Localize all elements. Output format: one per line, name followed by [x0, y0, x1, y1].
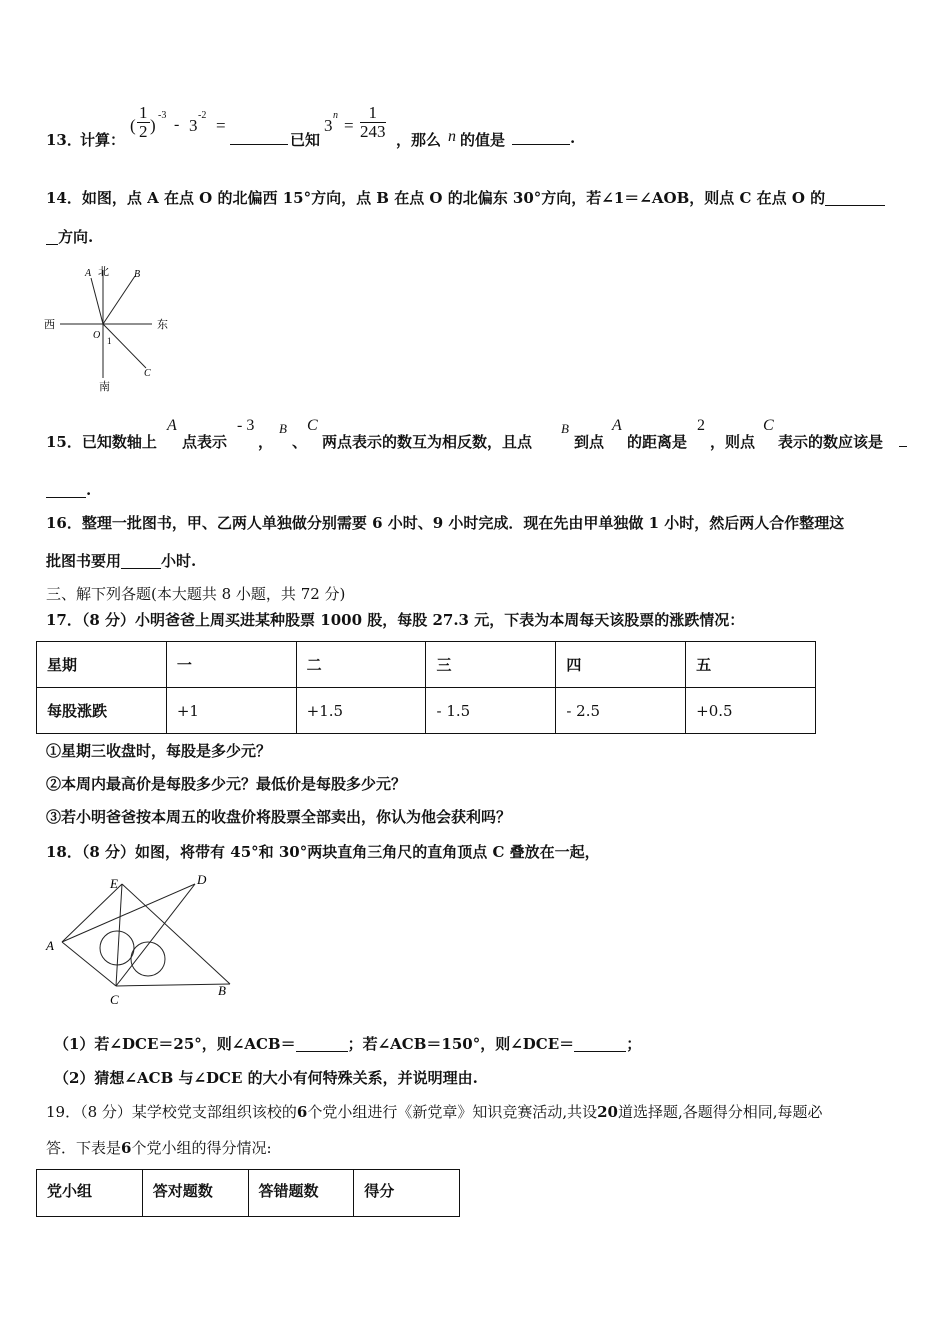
q14-line1 [46, 187, 885, 208]
q17-table-header-row [37, 642, 816, 688]
q13-tail: ，那么 [396, 131, 442, 149]
q19-header-cell: 党小组 [37, 1170, 143, 1217]
q13-base-fraction: $\frac{1}{2}$ [139, 103, 148, 141]
circle-left [100, 931, 134, 965]
label-O: O [93, 330, 101, 341]
q17-header-cell: 三 [426, 642, 556, 688]
label-south: 南 [99, 381, 110, 393]
q17-table-row [37, 688, 816, 734]
label-C: C [110, 992, 119, 1007]
q16-line2b: 小时. [161, 552, 197, 570]
q19-table-header-row [37, 1170, 460, 1217]
q16-line2a: 批图书要用 [46, 552, 122, 570]
q17-value-cell: +1 [166, 688, 296, 734]
q18-part1: （1）若∠DCE＝25°，则∠ACB＝ ；若∠ACB＝150°，则∠DCE＝ ； [54, 1035, 642, 1053]
q16-line2 [46, 550, 196, 571]
q17-intro: 17．（8 分）小明爸爸上周买进某种股票 1000 股，每股 27.3 元，下表为本周每天该股票的涨跌情况： [46, 611, 745, 629]
ray-OC [103, 324, 146, 368]
q15-comma: ， [258, 433, 274, 451]
ray-OA [91, 278, 103, 324]
q15-C2: C [763, 417, 774, 434]
q17-header-cell: 二 [296, 642, 426, 688]
q15-B2: B [561, 421, 569, 436]
seg-AC [62, 942, 116, 986]
label-B: B [218, 983, 226, 998]
q17-header-cell: 五 [686, 642, 816, 688]
q13-pow-base: 3 [324, 116, 333, 135]
q13-equals-2: = [344, 116, 354, 135]
q17-sub3: ③若小明爸爸按本周五的收盘价将股票全部卖出，你认为他会获利吗？ [46, 808, 512, 826]
q17-header-cell: 四 [556, 642, 686, 688]
q13-end: . [570, 129, 576, 147]
q18-blank-1 [296, 1037, 348, 1052]
q14-blank [825, 191, 885, 206]
q14-line2-text: 方向. [58, 228, 94, 246]
q16-line1 [46, 512, 844, 533]
q17-value-cell: +0.5 [686, 688, 816, 734]
seg-EC [116, 884, 122, 986]
q13-var: n [448, 128, 456, 145]
q15-t2: 点表示 [182, 433, 228, 451]
q15-t7: ，则点 [710, 433, 756, 451]
q16-line1-text: 16．整理一批图书，甲、乙两人单独做分别需要 6 小时、9 小时完成．现在先由甲单独做 1 小时，然后两人合作整理这 [46, 514, 845, 532]
q13-exp2: -2 [198, 110, 207, 121]
q19-header-cell: 答对题数 [142, 1170, 248, 1217]
label-angle-1: 1 [107, 336, 112, 346]
q13-paren-open: ( [130, 116, 136, 135]
q18-figure [40, 866, 240, 1011]
q13-tail2: 的值是 [460, 131, 506, 149]
q14-figure [40, 262, 180, 397]
q15-line2 [46, 481, 91, 499]
ray-OB [103, 276, 135, 324]
label-E: E [110, 876, 118, 891]
q17-header-cell: 一 [166, 642, 296, 688]
q13-minus: - [174, 116, 180, 133]
q15-val: - 3 [237, 417, 255, 434]
q15-blank-b [46, 483, 86, 498]
circle-right [131, 942, 165, 976]
q17-value-cell: - 2.5 [556, 688, 686, 734]
q15-end: . [86, 481, 92, 499]
q14-blank-cont [46, 230, 58, 245]
q13-term2: 3 [189, 116, 198, 135]
q15-t6: 的距离是 [627, 433, 688, 451]
q15-B: B [279, 421, 287, 436]
q15-t3: 、 [292, 433, 308, 451]
q13-blank-2 [512, 130, 570, 145]
seg-EB [122, 884, 230, 984]
q15-dist: 2 [697, 417, 705, 434]
q13-fraction: $\frac{1}{243}$ [360, 103, 386, 141]
label-west: 西 [44, 319, 55, 331]
q17-sub1: ①星期三收盘时，每股是多少元？ [46, 742, 272, 760]
q15-t1: 15．已知数轴上 [46, 433, 157, 451]
q17-value-cell: - 1.5 [426, 688, 556, 734]
q13-paren-close: ) [150, 116, 156, 135]
q17-table [36, 641, 816, 734]
q15-t5: 到点 [574, 433, 605, 451]
q13-known: 已知 [290, 131, 321, 149]
q17-value-cell: +1.5 [296, 688, 426, 734]
q13-blank-1 [230, 130, 288, 145]
q14-text: 14．如图，点 A 在点 O 的北偏西 15°方向，点 B 在点 O 的北偏东 30°方向，若∠1＝∠AOB，则点 C 在点 O 的 [46, 189, 826, 207]
q16-blank [121, 554, 161, 569]
seg-AE [62, 884, 122, 942]
seg-CB [116, 984, 230, 986]
label-east: 东 [157, 319, 168, 331]
label-B: B [134, 269, 141, 280]
q15-line1 [46, 415, 916, 449]
q18-part2: （2）猜想∠ACB 与∠DCE 的大小有何特殊关系，并说明理由. [54, 1069, 478, 1087]
q13-exp1: -3 [158, 110, 167, 121]
q18-intro: 18．（8 分）如图，将带有 45°和 30°两块直角三角尺的直角顶点 C 叠放在一起， [46, 843, 600, 861]
label-D: D [197, 872, 207, 887]
q17-sub2: ②本周内最高价是每股多少元？最低价是每股多少元？ [46, 775, 407, 793]
label-north: 北 [98, 266, 109, 278]
q13-intro: 计算： [80, 131, 126, 149]
q18-blank-2 [574, 1037, 626, 1052]
q14-line2 [46, 226, 93, 247]
q13-number: 13． [46, 131, 82, 149]
q19-header-cell: 得分 [354, 1170, 460, 1217]
q15-C: C [307, 417, 318, 434]
q17-row-label: 每股涨跌 [37, 688, 167, 734]
q15-blank-a [899, 432, 907, 447]
label-A: A [85, 268, 92, 279]
q13-equals: = [216, 116, 226, 135]
q15-t8: 表示的数应该是 [778, 433, 884, 451]
q19-line2: 答．下表是6个党小组的得分情况: [46, 1139, 272, 1157]
q15-A2: A [612, 417, 622, 434]
q19-header-cell: 答错题数 [248, 1170, 354, 1217]
section-3-heading: 三、解下列各题(本大题共 8 小题，共 72 分) [46, 585, 346, 603]
q15-A: A [167, 417, 177, 434]
label-A: A [46, 938, 54, 953]
q17-header-cell: 星期 [37, 642, 167, 688]
q19-line1: 19．（8 分）某学校党支部组织该校的6个党小组进行《新党章》知识竞赛活动,共设20道选择题,各题得分相同,每题必 [46, 1103, 823, 1121]
label-C: C [144, 368, 151, 379]
q19-table [36, 1169, 460, 1217]
q13-pow-exp: n [333, 110, 338, 121]
q15-t4: 两点表示的数互为相反数，且点 [322, 433, 533, 451]
